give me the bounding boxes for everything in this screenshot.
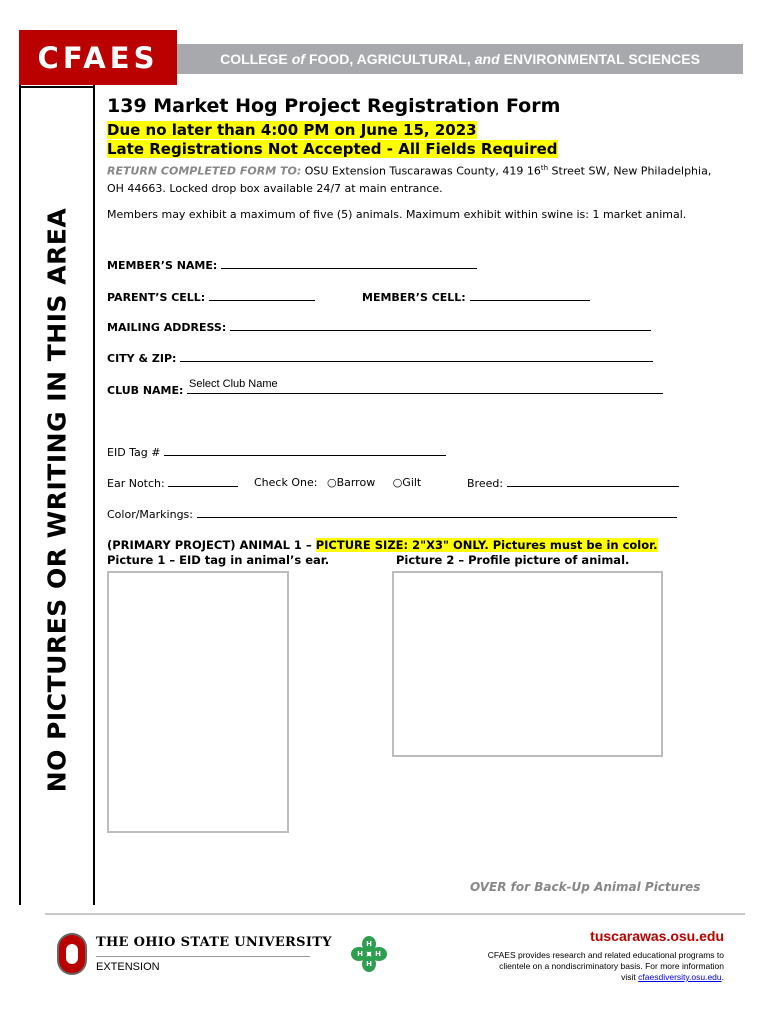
color-markings-input[interactable] bbox=[197, 507, 677, 518]
parents-cell-input[interactable] bbox=[209, 290, 315, 301]
osu-extension: EXTENSION bbox=[96, 961, 160, 973]
svg-text:H: H bbox=[366, 960, 372, 968]
city-zip-input[interactable] bbox=[180, 351, 653, 362]
college-of: of bbox=[291, 51, 305, 67]
picture1-box[interactable] bbox=[107, 571, 289, 833]
over-note: OVER for Back-Up Animal Pictures bbox=[470, 880, 701, 894]
mailing-address-label: MAILING ADDRESS: bbox=[107, 321, 227, 334]
members-cell-input[interactable] bbox=[470, 290, 590, 301]
sidebar-top-border bbox=[19, 86, 95, 88]
club-select-dropdown[interactable]: Select Club Name bbox=[189, 378, 278, 390]
picture1-label: Picture 1 – EID tag in animal’s ear. bbox=[107, 553, 330, 567]
disclaimer-end: . bbox=[721, 972, 724, 982]
picture-size-note: PICTURE SIZE: 2"X3" ONLY. Pictures must be in color. bbox=[315, 538, 658, 552]
barrow-label: Barrow bbox=[336, 476, 376, 489]
eid-tag-row bbox=[107, 445, 446, 459]
footer-divider bbox=[45, 913, 745, 915]
barrow-radio[interactable]: ○ bbox=[326, 476, 337, 489]
color-markings-label: Color/Markings: bbox=[107, 508, 193, 521]
city-zip-label: CITY & ZIP: bbox=[107, 352, 177, 365]
members-name-input[interactable] bbox=[221, 258, 477, 269]
disclaimer bbox=[484, 950, 724, 983]
members-cell-label: MEMBER’S CELL: bbox=[362, 291, 466, 304]
breed-input[interactable] bbox=[507, 476, 679, 487]
parents-cell-label: PARENT’S CELL: bbox=[107, 291, 206, 304]
mailing-address-row bbox=[107, 320, 651, 334]
color-markings-row bbox=[107, 507, 677, 521]
members-name-label: MEMBER’S NAME: bbox=[107, 259, 218, 272]
website-link[interactable]: tuscarawas.osu.edu bbox=[590, 928, 724, 944]
ear-notch-label: Ear Notch: bbox=[107, 477, 165, 490]
check-one-label: Check One: bbox=[254, 476, 318, 489]
college-part2: FOOD, AGRICULTURAL, bbox=[308, 51, 471, 67]
4h-clover-icon bbox=[350, 935, 388, 973]
college-banner bbox=[177, 44, 743, 74]
parents-cell-row bbox=[107, 290, 315, 304]
eid-tag-input[interactable] bbox=[164, 445, 446, 456]
picture2-label: Picture 2 – Profile picture of animal. bbox=[396, 553, 630, 567]
primary-project-heading bbox=[107, 538, 658, 552]
college-and: and bbox=[474, 51, 500, 67]
svg-text:H: H bbox=[357, 950, 363, 958]
college-word: COLLEGE bbox=[220, 51, 288, 67]
late-notice bbox=[107, 140, 558, 158]
return-address-b: Street SW, New Philadelphia, bbox=[551, 164, 712, 178]
members-cell-row bbox=[362, 290, 590, 304]
sidebar-left-border bbox=[19, 85, 21, 905]
osu-rule bbox=[96, 956, 310, 957]
svg-text:H: H bbox=[375, 950, 381, 958]
gilt-radio[interactable]: ○ bbox=[392, 476, 403, 489]
max-exhibit-note: Members may exhibit a maximum of five (5) animals. Maximum exhibit within swine is: 1 market animal. bbox=[107, 208, 687, 221]
diversity-link[interactable]: cfaesdiversity.osu.edu bbox=[638, 972, 722, 982]
primary-label: (PRIMARY PROJECT) ANIMAL 1 – bbox=[107, 538, 312, 552]
club-name-label: CLUB NAME: bbox=[107, 384, 184, 397]
breed-row bbox=[467, 476, 679, 490]
return-address-c: OH 44663. Locked drop box available 24/7 at main entrance. bbox=[107, 181, 443, 195]
svg-text:H: H bbox=[366, 940, 372, 948]
return-sup: th bbox=[540, 164, 549, 172]
ear-notch-row bbox=[107, 476, 238, 490]
block-o-icon bbox=[56, 932, 88, 976]
due-date-text: Due no later than 4:00 PM on June 15, 2023 bbox=[107, 121, 477, 139]
osu-wordmark: THE OHIO STATE UNIVERSITY bbox=[96, 935, 332, 950]
no-writing-warning: NO PICTURES OR WRITING IN THIS AREA bbox=[42, 207, 72, 793]
check-one-row bbox=[254, 476, 421, 489]
return-instructions bbox=[107, 160, 747, 197]
ear-notch-input[interactable] bbox=[168, 476, 238, 487]
picture2-box[interactable] bbox=[392, 571, 663, 757]
mailing-address-input[interactable] bbox=[230, 320, 651, 331]
return-label: RETURN COMPLETED FORM TO: bbox=[107, 164, 302, 178]
due-date bbox=[107, 121, 477, 139]
return-address-a: OSU Extension Tuscarawas County, 419 16 bbox=[304, 164, 541, 178]
gilt-label: Gilt bbox=[402, 476, 422, 489]
sidebar-right-border bbox=[93, 85, 95, 905]
disclaimer-text: CFAES provides research and related educational programs to clientele on a nondiscriminatory basis. For more information visit bbox=[487, 950, 724, 982]
form-title: 139 Market Hog Project Registration Form bbox=[107, 95, 561, 117]
late-notice-text: Late Registrations Not Accepted - All Fields Required bbox=[107, 140, 558, 158]
members-name-row bbox=[107, 258, 477, 272]
cfaes-logo: CFAES bbox=[19, 30, 177, 85]
eid-tag-label: EID Tag # bbox=[107, 446, 161, 459]
city-zip-row bbox=[107, 351, 653, 365]
breed-label: Breed: bbox=[467, 477, 504, 490]
college-part3: ENVIRONMENTAL SCIENCES bbox=[503, 51, 700, 67]
